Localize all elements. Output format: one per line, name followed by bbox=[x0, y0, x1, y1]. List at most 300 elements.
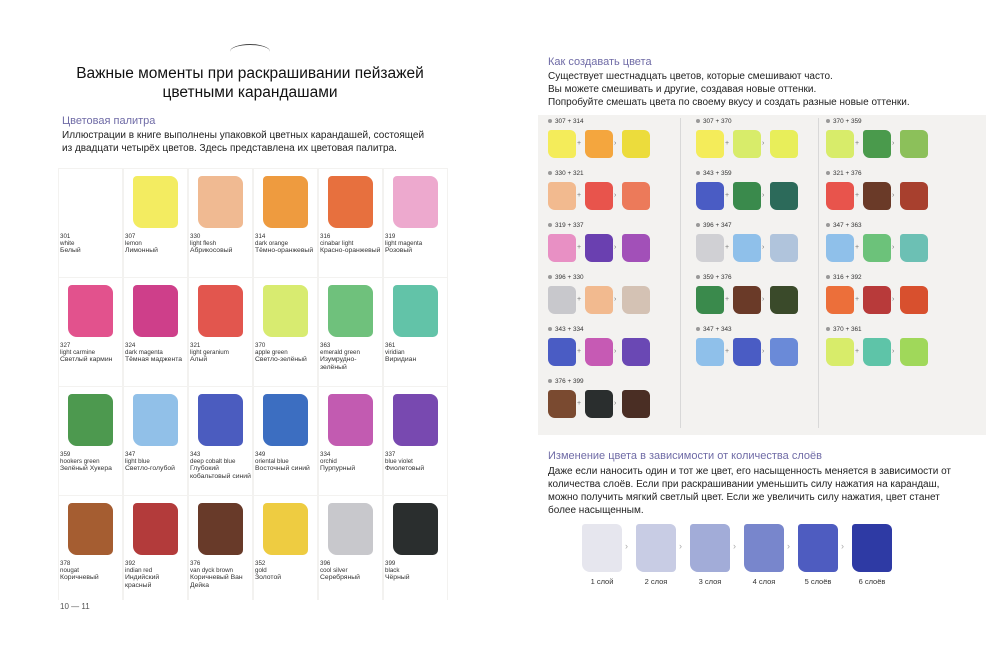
palette-swatch-352 bbox=[254, 496, 317, 604]
mix-formula: 347 + 363 bbox=[833, 222, 862, 229]
color-swatch bbox=[263, 503, 308, 555]
mix-example bbox=[696, 326, 821, 376]
color-name-ru: Розовый bbox=[385, 247, 413, 255]
color-name-ru: Изумрудно-зелёный bbox=[320, 356, 357, 372]
arrow-icon: › bbox=[892, 192, 895, 199]
mix-swatch bbox=[863, 234, 891, 262]
palette-swatch-334 bbox=[319, 387, 382, 495]
layers-heading: Изменение цвета в зависимости от количества слоёв bbox=[548, 450, 822, 462]
palette-swatch-359 bbox=[59, 387, 122, 495]
arrow-icon: › bbox=[614, 348, 617, 355]
mix-example bbox=[826, 170, 951, 220]
mix-formula: 321 + 376 bbox=[833, 170, 862, 177]
plus-icon: + bbox=[577, 140, 582, 147]
mix-label bbox=[826, 222, 862, 229]
mix-formula: 343 + 359 bbox=[703, 170, 732, 177]
swatch-label bbox=[60, 342, 122, 364]
bullet-icon bbox=[548, 379, 552, 383]
color-name-en: cinabar light bbox=[320, 240, 354, 248]
palette-swatch-327 bbox=[59, 278, 122, 386]
plus-icon: + bbox=[725, 296, 730, 303]
mix-swatch bbox=[548, 338, 576, 366]
decorative-arc bbox=[230, 44, 270, 59]
palette-swatch-321 bbox=[189, 278, 252, 386]
swatch-label bbox=[320, 451, 382, 473]
color-number: 352 bbox=[255, 560, 266, 567]
color-name-en: light magenta bbox=[385, 240, 423, 248]
color-swatch bbox=[393, 176, 438, 228]
plus-icon: + bbox=[725, 192, 730, 199]
mix-label bbox=[548, 118, 584, 125]
color-name-ru: Красно-оранжевый bbox=[320, 247, 381, 255]
color-name-en: blue violet bbox=[385, 458, 413, 466]
color-name-en: lemon bbox=[125, 240, 142, 248]
bullet-icon bbox=[826, 223, 830, 227]
mix-swatch bbox=[770, 130, 798, 158]
mix-label bbox=[548, 378, 584, 385]
color-number: 378 bbox=[60, 560, 71, 567]
arrow-icon: › bbox=[614, 400, 617, 407]
arrow-icon: › bbox=[892, 244, 895, 251]
chevron-right-icon: › bbox=[625, 541, 628, 551]
palette-swatch-399 bbox=[384, 496, 447, 604]
color-name-ru: Чёрный bbox=[385, 574, 410, 582]
bullet-icon bbox=[696, 119, 700, 123]
mix-label bbox=[826, 274, 862, 281]
color-number: 359 bbox=[60, 451, 71, 458]
layers-intro: Даже если наносить один и тот же цвет, его насыщенность меняется в зависимости от количества слоёв. Если при раскрашивании уменьшить силу нажатия на карандаш, можно получить мягкий светлый цвет. Если же увеличить силу нажатия, цвет станет более насыщенным. bbox=[548, 466, 951, 516]
color-number: 337 bbox=[385, 451, 396, 458]
layer-swatch bbox=[852, 524, 892, 572]
layer-label: 6 слоёв bbox=[858, 577, 886, 586]
color-swatch bbox=[263, 176, 308, 228]
mix-swatch bbox=[770, 286, 798, 314]
color-number: 370 bbox=[255, 342, 266, 349]
palette-swatch-378 bbox=[59, 496, 122, 604]
mix-label bbox=[696, 326, 732, 333]
plus-icon: + bbox=[577, 348, 582, 355]
color-swatch bbox=[68, 176, 113, 228]
mix-swatch bbox=[548, 234, 576, 262]
mix-swatch bbox=[826, 286, 854, 314]
bullet-icon bbox=[548, 171, 552, 175]
mix-example bbox=[826, 274, 951, 324]
mix-swatch bbox=[826, 338, 854, 366]
mix-swatch bbox=[622, 390, 650, 418]
mix-swatch bbox=[622, 338, 650, 366]
mix-label bbox=[696, 274, 732, 281]
color-name-en: white bbox=[60, 240, 75, 248]
palette-swatch-347 bbox=[124, 387, 187, 495]
plus-icon: + bbox=[577, 192, 582, 199]
arrow-icon: › bbox=[614, 192, 617, 199]
swatch-label bbox=[320, 560, 382, 582]
mix-label bbox=[548, 170, 584, 177]
bullet-icon bbox=[548, 275, 552, 279]
mix-swatch bbox=[900, 338, 928, 366]
mix-formula: 370 + 361 bbox=[833, 326, 862, 333]
mix-heading: Как создавать цвета bbox=[548, 56, 652, 68]
swatch-label bbox=[385, 560, 447, 582]
mix-swatch bbox=[696, 234, 724, 262]
mix-formula: 370 + 359 bbox=[833, 118, 862, 125]
color-number: 314 bbox=[255, 233, 266, 240]
swatch-label bbox=[190, 560, 252, 590]
mix-swatch bbox=[696, 286, 724, 314]
mix-formula: 343 + 334 bbox=[555, 326, 584, 333]
chevron-right-icon: › bbox=[841, 541, 844, 551]
color-swatch bbox=[198, 394, 243, 446]
mix-swatch bbox=[733, 234, 761, 262]
mix-swatch bbox=[863, 182, 891, 210]
mix-example bbox=[826, 222, 951, 272]
color-name-ru: Коричневый Ван Дейка bbox=[190, 574, 243, 590]
mix-example bbox=[548, 118, 673, 168]
bullet-icon bbox=[826, 119, 830, 123]
palette-swatch-307 bbox=[124, 169, 187, 277]
mix-swatch bbox=[733, 182, 761, 210]
page-number: 10 — 11 bbox=[60, 602, 90, 611]
mix-swatch bbox=[900, 130, 928, 158]
mix-label bbox=[696, 222, 732, 229]
arrow-icon: › bbox=[762, 348, 765, 355]
color-name-en: emerald green bbox=[320, 349, 360, 357]
color-name-ru: Индийский красный bbox=[125, 574, 160, 590]
layer-label: 5 слоёв bbox=[804, 577, 832, 586]
mix-example bbox=[548, 170, 673, 220]
mix-swatch bbox=[548, 130, 576, 158]
palette-swatch-396 bbox=[319, 496, 382, 604]
layer-swatch bbox=[582, 524, 622, 572]
color-name-en: orchid bbox=[320, 458, 337, 466]
mix-formula: 330 + 321 bbox=[555, 170, 584, 177]
mix-swatch bbox=[585, 130, 613, 158]
color-swatch bbox=[393, 285, 438, 337]
color-number: 301 bbox=[60, 233, 71, 240]
color-swatch bbox=[393, 503, 438, 555]
swatch-label bbox=[190, 451, 252, 481]
chevron-right-icon: › bbox=[787, 541, 790, 551]
color-name-ru: Фиолетовый bbox=[385, 465, 425, 473]
mix-label bbox=[548, 222, 584, 229]
mix-swatch bbox=[696, 338, 724, 366]
mix-swatch bbox=[900, 182, 928, 210]
mix-swatch bbox=[622, 286, 650, 314]
arrow-icon: › bbox=[762, 244, 765, 251]
color-name-ru: Пурпурный bbox=[320, 465, 356, 473]
color-swatch bbox=[198, 503, 243, 555]
plus-icon: + bbox=[855, 192, 860, 199]
color-name-en: light flesh bbox=[190, 240, 217, 248]
plus-icon: + bbox=[855, 348, 860, 355]
mix-swatch bbox=[585, 234, 613, 262]
swatch-label bbox=[255, 233, 317, 255]
palette-swatch-319 bbox=[384, 169, 447, 277]
swatch-label bbox=[320, 233, 382, 255]
swatch-label bbox=[60, 560, 122, 582]
color-swatch bbox=[328, 394, 373, 446]
color-swatch bbox=[198, 285, 243, 337]
swatch-label bbox=[320, 342, 382, 372]
layer-label: 3 слоя bbox=[698, 577, 722, 586]
mix-intro-2: Вы можете смешивать и другие, создавая новые оттенки. bbox=[548, 84, 817, 95]
palette-grid bbox=[58, 168, 448, 600]
layer-label: 4 слоя bbox=[752, 577, 776, 586]
color-name-ru: Глубокий кобальтовый синий bbox=[190, 465, 251, 481]
color-swatch bbox=[328, 176, 373, 228]
bullet-icon bbox=[548, 223, 552, 227]
bullet-icon bbox=[696, 275, 700, 279]
color-number: 392 bbox=[125, 560, 136, 567]
layer-swatch bbox=[744, 524, 784, 572]
arrow-icon: › bbox=[892, 296, 895, 303]
color-number: 347 bbox=[125, 451, 136, 458]
swatch-label bbox=[60, 233, 122, 255]
swatch-label bbox=[125, 560, 187, 590]
plus-icon: + bbox=[577, 296, 582, 303]
mix-formula: 396 + 347 bbox=[703, 222, 732, 229]
mix-swatch bbox=[622, 130, 650, 158]
bullet-icon bbox=[548, 119, 552, 123]
mix-swatch bbox=[733, 338, 761, 366]
mix-example bbox=[548, 222, 673, 272]
layer-label: 1 слой bbox=[590, 577, 614, 586]
mix-formula: 307 + 314 bbox=[555, 118, 584, 125]
mix-label bbox=[826, 118, 862, 125]
swatch-label bbox=[125, 233, 187, 255]
color-number: 327 bbox=[60, 342, 71, 349]
arrow-icon: › bbox=[892, 140, 895, 147]
mix-swatch bbox=[863, 338, 891, 366]
arrow-icon: › bbox=[614, 244, 617, 251]
swatch-label bbox=[125, 342, 187, 364]
mix-label bbox=[826, 326, 862, 333]
bullet-icon bbox=[696, 171, 700, 175]
layer-label: 2 слоя bbox=[644, 577, 668, 586]
plus-icon: + bbox=[855, 140, 860, 147]
color-name-ru: Зелёный Хукера bbox=[60, 465, 112, 473]
mix-example bbox=[826, 118, 951, 168]
mix-example bbox=[826, 326, 951, 376]
color-name-ru: Тёмная маджента bbox=[125, 356, 183, 364]
mix-intro-3: Попробуйте смешать цвета по своему вкусу и создать разные новые оттенки. bbox=[548, 97, 910, 108]
color-number: 376 bbox=[190, 560, 201, 567]
color-name-ru: Виридиан bbox=[385, 356, 417, 364]
mix-label bbox=[696, 118, 732, 125]
mix-example bbox=[696, 222, 821, 272]
color-swatch bbox=[133, 176, 178, 228]
mix-swatch bbox=[696, 130, 724, 158]
color-name-en: light geranium bbox=[190, 349, 229, 357]
color-number: 319 bbox=[385, 233, 396, 240]
mix-example bbox=[696, 170, 821, 220]
color-name-en: light carmine bbox=[60, 349, 96, 357]
palette-heading: Цветовая палитра bbox=[62, 115, 156, 127]
color-name-en: nougat bbox=[60, 567, 79, 575]
color-name-en: oriental blue bbox=[255, 458, 289, 466]
color-name-ru: Алый bbox=[190, 356, 208, 364]
color-name-en: deep cobalt blue bbox=[190, 458, 236, 466]
color-name-en: apple green bbox=[255, 349, 288, 357]
color-name-en: cool silver bbox=[320, 567, 348, 575]
mix-label bbox=[696, 170, 732, 177]
swatch-label bbox=[60, 451, 122, 473]
mix-swatch bbox=[770, 182, 798, 210]
mix-swatch bbox=[863, 286, 891, 314]
palette-swatch-363 bbox=[319, 278, 382, 386]
color-name-en: gold bbox=[255, 567, 267, 575]
color-name-en: dark magenta bbox=[125, 349, 163, 357]
color-name-en: black bbox=[385, 567, 400, 575]
mix-example bbox=[548, 274, 673, 324]
color-number: 343 bbox=[190, 451, 201, 458]
palette-swatch-361 bbox=[384, 278, 447, 386]
color-name-ru: Абрикосовый bbox=[190, 247, 233, 255]
color-name-en: van dyck brown bbox=[190, 567, 233, 575]
mix-intro-1: Существует шестнадцать цветов, которые смешивают часто. bbox=[548, 71, 833, 82]
color-swatch bbox=[133, 285, 178, 337]
mix-example bbox=[548, 326, 673, 376]
bullet-icon bbox=[826, 327, 830, 331]
palette-swatch-301 bbox=[59, 169, 122, 277]
swatch-label bbox=[255, 451, 317, 473]
layer-swatch bbox=[690, 524, 730, 572]
layer-swatch bbox=[636, 524, 676, 572]
plus-icon: + bbox=[855, 296, 860, 303]
color-swatch bbox=[133, 394, 178, 446]
bullet-icon bbox=[696, 327, 700, 331]
mix-formula: 347 + 343 bbox=[703, 326, 732, 333]
mix-swatch bbox=[548, 286, 576, 314]
plus-icon: + bbox=[577, 244, 582, 251]
swatch-label bbox=[190, 342, 252, 364]
bullet-icon bbox=[826, 171, 830, 175]
color-number: 349 bbox=[255, 451, 266, 458]
swatch-label bbox=[125, 451, 187, 473]
color-name-en: hookers green bbox=[60, 458, 100, 466]
mix-swatch bbox=[826, 182, 854, 210]
color-swatch bbox=[393, 394, 438, 446]
palette-swatch-376 bbox=[189, 496, 252, 604]
mix-example bbox=[696, 274, 821, 324]
mix-swatch bbox=[548, 182, 576, 210]
color-number: 330 bbox=[190, 233, 201, 240]
color-swatch bbox=[263, 394, 308, 446]
mix-swatch bbox=[733, 286, 761, 314]
right-page bbox=[500, 0, 1000, 657]
chevron-right-icon: › bbox=[679, 541, 682, 551]
mix-swatch bbox=[826, 130, 854, 158]
color-name-en: dark orange bbox=[255, 240, 289, 248]
plus-icon: + bbox=[577, 400, 582, 407]
palette-swatch-392 bbox=[124, 496, 187, 604]
mix-label bbox=[548, 274, 584, 281]
palette-intro: Иллюстрации в книге выполнены упаковкой цветных карандашей, состоящей из двадцати четырёх цветов. Здесь представлена их цветовая палитра. bbox=[62, 130, 425, 154]
mix-swatch bbox=[696, 182, 724, 210]
mix-swatch bbox=[622, 182, 650, 210]
mix-formula: 359 + 376 bbox=[703, 274, 732, 281]
divider bbox=[680, 118, 681, 428]
swatch-label bbox=[190, 233, 252, 255]
color-number: 361 bbox=[385, 342, 396, 349]
color-name-ru: Коричневый bbox=[60, 574, 99, 582]
swatch-label bbox=[255, 342, 317, 364]
color-name-ru: Восточный синий bbox=[255, 465, 310, 473]
bullet-icon bbox=[548, 327, 552, 331]
color-swatch bbox=[198, 176, 243, 228]
bullet-icon bbox=[826, 275, 830, 279]
mix-formula: 319 + 337 bbox=[555, 222, 584, 229]
palette-swatch-330 bbox=[189, 169, 252, 277]
layer-swatch bbox=[798, 524, 838, 572]
color-number: 396 bbox=[320, 560, 331, 567]
arrow-icon: › bbox=[762, 140, 765, 147]
color-number: 363 bbox=[320, 342, 331, 349]
plus-icon: + bbox=[725, 244, 730, 251]
mix-swatch bbox=[863, 130, 891, 158]
mix-swatch bbox=[585, 338, 613, 366]
color-name-ru: Золотой bbox=[255, 574, 282, 582]
color-swatch bbox=[328, 285, 373, 337]
color-name-en: indian red bbox=[125, 567, 153, 575]
color-name-en: viridian bbox=[385, 349, 405, 357]
palette-swatch-337 bbox=[384, 387, 447, 495]
color-name-ru: Светло-голубой bbox=[125, 465, 175, 473]
mix-swatch bbox=[826, 234, 854, 262]
color-swatch bbox=[328, 503, 373, 555]
swatch-label bbox=[385, 342, 447, 364]
mix-swatch bbox=[770, 234, 798, 262]
color-number: 324 bbox=[125, 342, 136, 349]
mix-label bbox=[548, 326, 584, 333]
palette-swatch-349 bbox=[254, 387, 317, 495]
color-name-ru: Светло-зелёный bbox=[255, 356, 307, 364]
color-swatch bbox=[263, 285, 308, 337]
palette-swatch-370 bbox=[254, 278, 317, 386]
mix-swatch bbox=[900, 286, 928, 314]
arrow-icon: › bbox=[762, 192, 765, 199]
color-number: 334 bbox=[320, 451, 331, 458]
mix-swatch bbox=[585, 182, 613, 210]
bullet-icon bbox=[696, 223, 700, 227]
color-name-ru: Светлый кармин bbox=[60, 356, 113, 364]
palette-swatch-316 bbox=[319, 169, 382, 277]
mix-swatch bbox=[770, 338, 798, 366]
arrow-icon: › bbox=[762, 296, 765, 303]
plus-icon: + bbox=[725, 348, 730, 355]
palette-swatch-343 bbox=[189, 387, 252, 495]
plus-icon: + bbox=[855, 244, 860, 251]
color-swatch bbox=[68, 394, 113, 446]
color-number: 321 bbox=[190, 342, 201, 349]
arrow-icon: › bbox=[614, 296, 617, 303]
color-name-en: light blue bbox=[125, 458, 150, 466]
palette-swatch-314 bbox=[254, 169, 317, 277]
mix-formula: 307 + 370 bbox=[703, 118, 732, 125]
mix-swatch bbox=[733, 130, 761, 158]
mix-swatch bbox=[900, 234, 928, 262]
swatch-label bbox=[255, 560, 317, 582]
mix-swatch bbox=[585, 390, 613, 418]
color-number: 399 bbox=[385, 560, 396, 567]
mix-formula: 316 + 392 bbox=[833, 274, 862, 281]
page-title: Важные моменты при раскрашивании пейзажей цветными карандашами bbox=[76, 65, 424, 101]
color-swatch bbox=[133, 503, 178, 555]
color-name-ru: Лимонный bbox=[125, 247, 158, 255]
mix-formula: 396 + 330 bbox=[555, 274, 584, 281]
chevron-right-icon: › bbox=[733, 541, 736, 551]
mix-example bbox=[548, 378, 673, 428]
